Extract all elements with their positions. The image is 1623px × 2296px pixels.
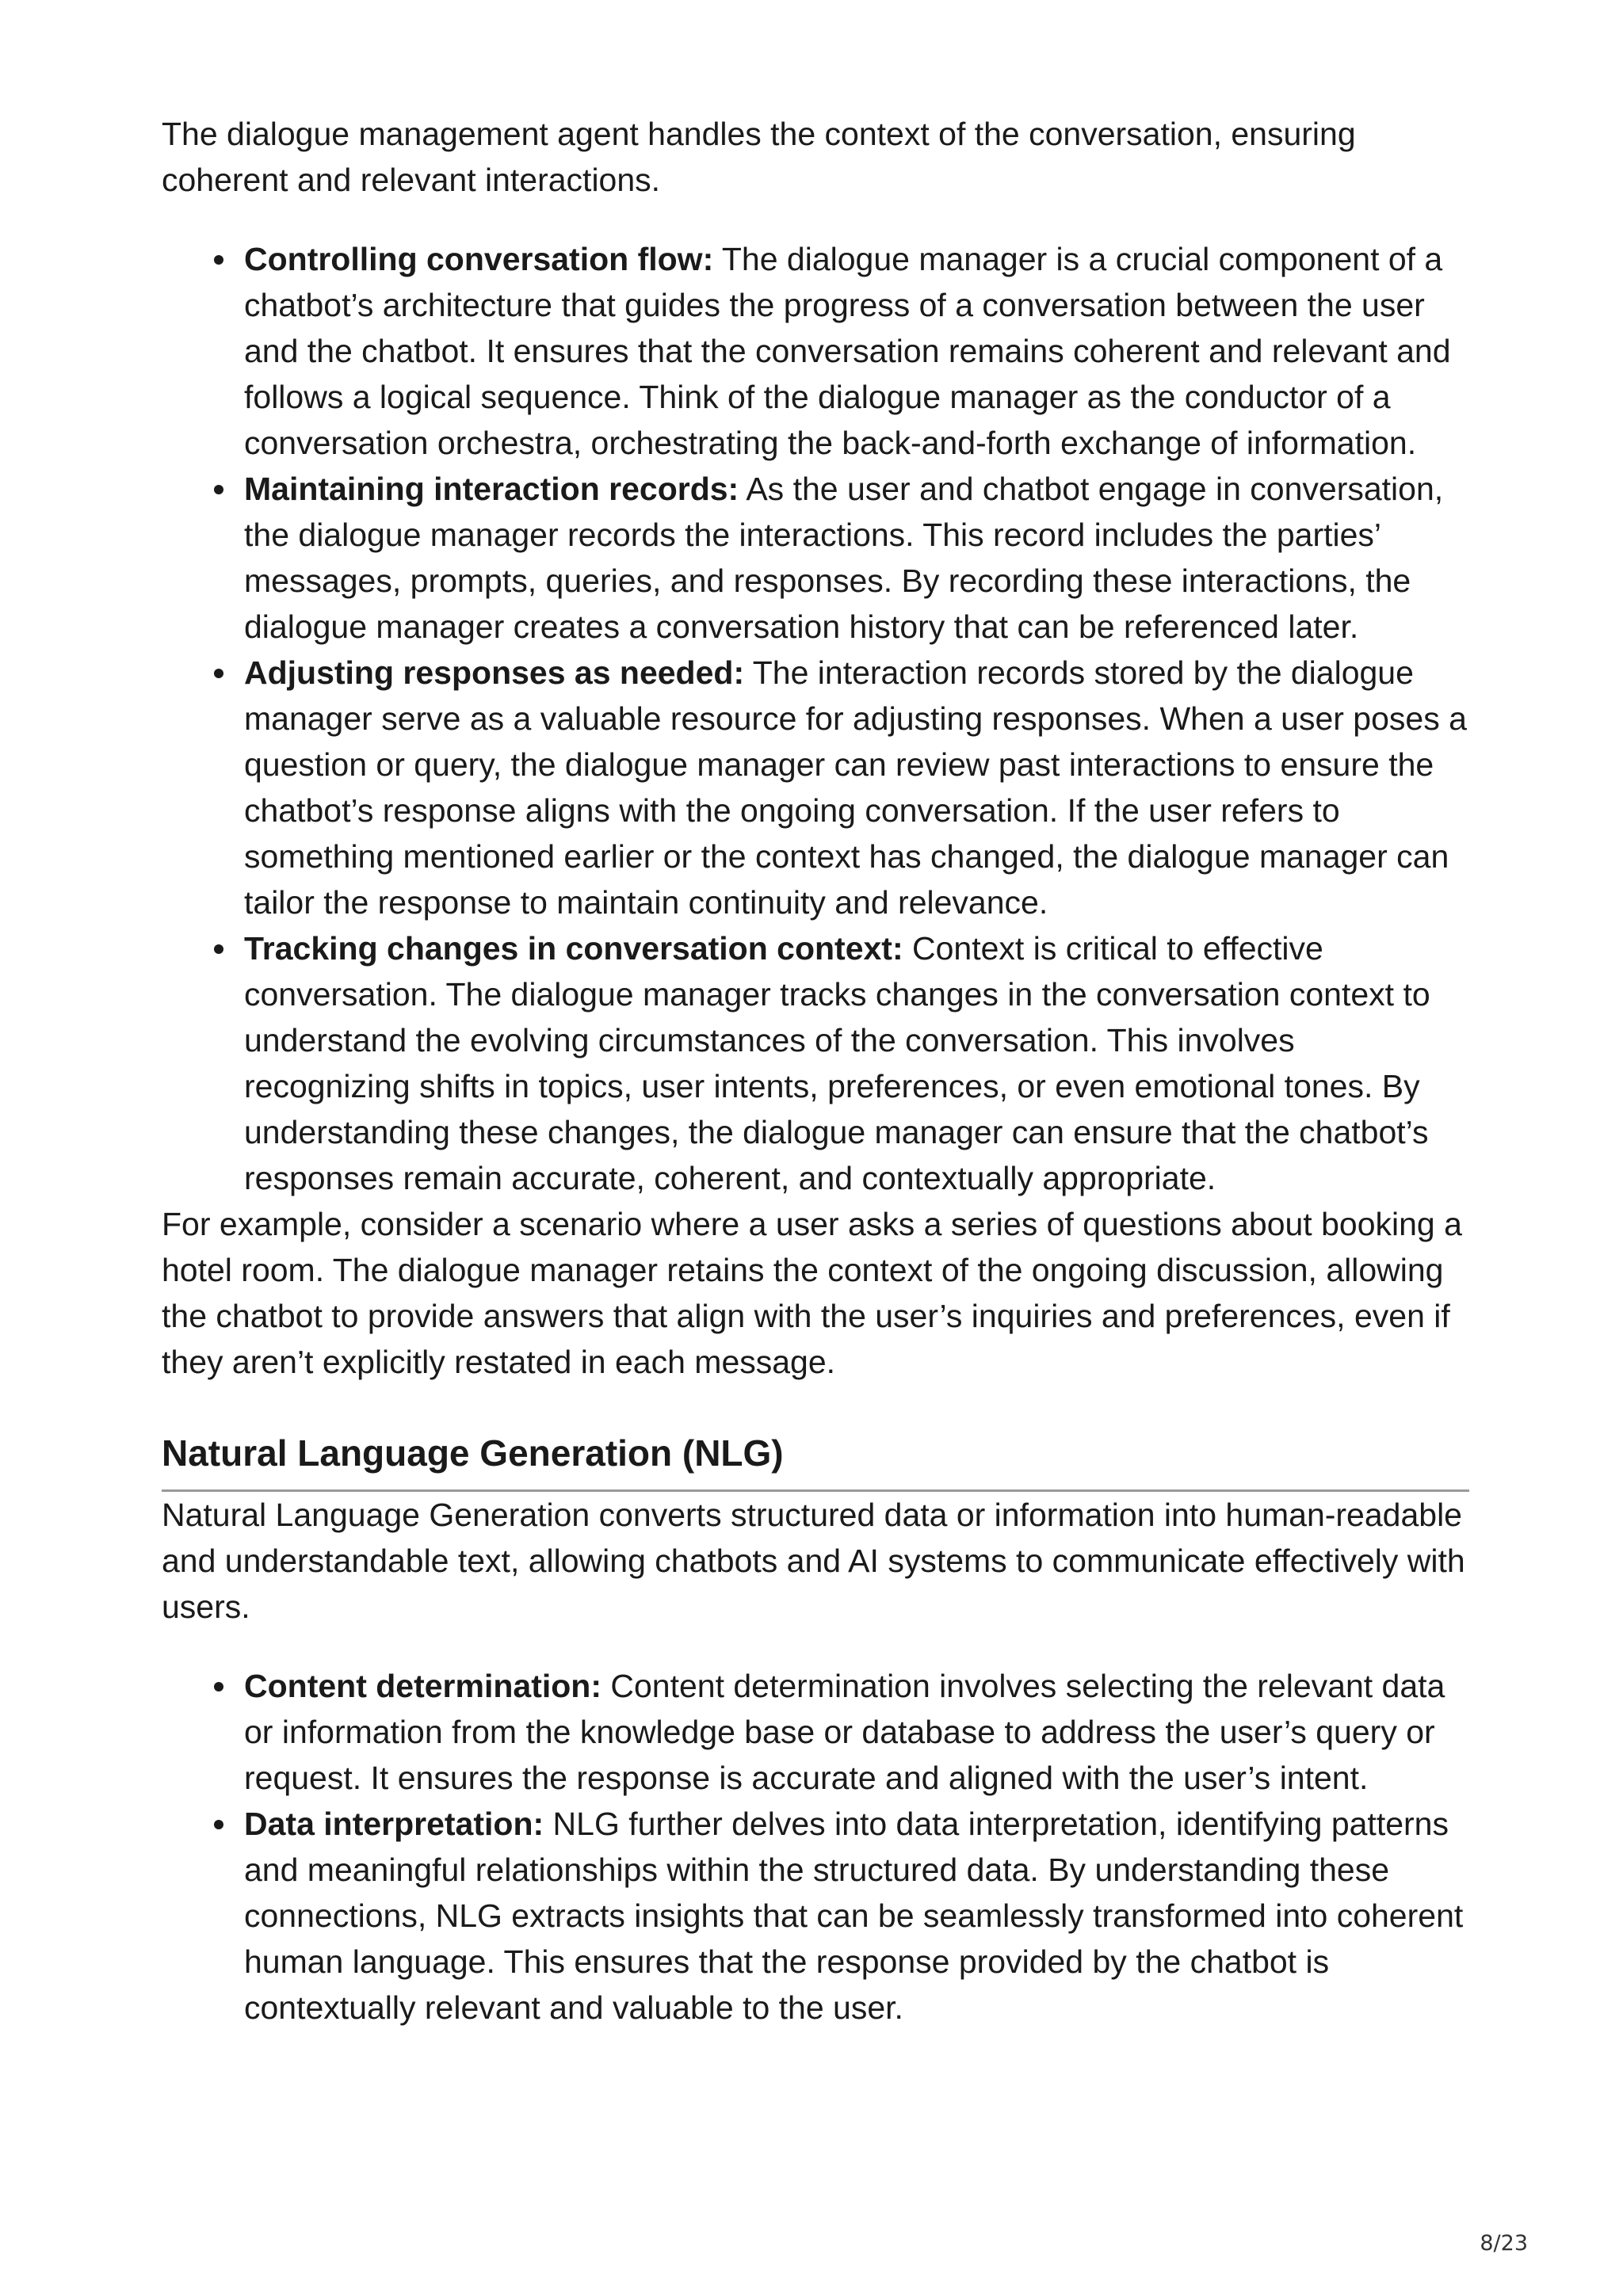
list-item <box>244 466 1469 650</box>
list-item <box>244 1663 1469 1801</box>
list-item-term: Controlling conversation flow: <box>244 241 714 277</box>
list-item-term: Tracking changes in conversation context: <box>244 930 903 967</box>
nlg-intro-paragraph: Natural Language Generation converts structured data or information into human-readable and understandable text, allowing chatbots and AI systems to communicate effectively with users. <box>162 1497 1465 1625</box>
bullet-dot-icon <box>214 1820 223 1829</box>
intro-paragraph: The dialogue management agent handles the context of the conversation, ensuring coherent and relevant interactions. <box>162 116 1356 198</box>
section-heading: Natural Language Generation (NLG) <box>162 1429 1469 1492</box>
list-item <box>244 1801 1469 2031</box>
list-item-term: Content determination: <box>244 1668 601 1704</box>
list-item <box>244 925 1469 1201</box>
document-page <box>162 111 1469 2031</box>
list-item-text: NLG further delves into data interpretation, identifying patterns and meaningful relationships within the structured data. By understanding these connections, NLG extracts insights that can be seamlessly transformed into coherent human language. This ensures that the response provided by the chatbot is contextually relevant and valuable to the user. <box>244 1806 1464 2026</box>
list-item-term: Adjusting responses as needed: <box>244 654 745 691</box>
nlg-list <box>162 1663 1469 2031</box>
list-item-text: Content determination involves selecting the relevant data or information from the knowledge base or database to address the user’s query or request. It ensures the response is accurate and aligned with the user’s intent. <box>244 1668 1445 1796</box>
bullet-dot-icon <box>214 485 223 494</box>
dialogue-manager-list <box>162 236 1469 1201</box>
bullet-dot-icon <box>214 669 223 678</box>
list-item-text: As the user and chatbot engage in conversation, the dialogue manager records the interactions. This record includes the parties’ messages, prompts, queries, and responses. By recording these interactions, the dialogue manager creates a conversation history that can be referenced later. <box>244 471 1444 645</box>
list-item-text: Context is critical to effective conversation. The dialogue manager tracks changes in the conversation context to understand the evolving circumstances of the conversation. This involves recognizing shifts in topics, user intents, preferences, or even emotional tones. By understanding these changes, the dialogue manager can ensure that the chatbot’s responses remain accurate, coherent, and contextually appropriate. <box>244 930 1430 1196</box>
bullet-dot-icon <box>214 255 223 265</box>
bullet-dot-icon <box>214 944 223 954</box>
list-item-text: The interaction records stored by the dialogue manager serve as a valuable resource for adjusting responses. When a user poses a question or query, the dialogue manager can review past interactions to ensure the chatbot’s response aligns with the ongoing conversation. If the user refers to something mentioned earlier or the context has changed, the dialogue manager can tailor the response to maintain continuity and relevance. <box>244 654 1467 921</box>
list-item <box>244 236 1469 466</box>
example-paragraph: For example, consider a scenario where a user asks a series of questions about booking a hotel room. The dialogue manager retains the context of the ongoing discussion, allowing the chatbot to provide answers that align with the user’s inquiries and preferences, even if they aren’t explicitly restated in each message. <box>162 1206 1462 1380</box>
list-item-term: Data interpretation: <box>244 1806 544 1842</box>
list-item-text: The dialogue manager is a crucial component of a chatbot’s architecture that guides the progress of a conversation between the user and the chatbot. It ensures that the conversation remains coherent and relevant and follows a logical sequence. Think of the dialogue manager as the conductor of a conversation orchestra, orchestrating the back-and-forth exchange of information. <box>244 241 1451 461</box>
bullet-dot-icon <box>214 1682 223 1691</box>
list-item-term: Maintaining interaction records: <box>244 471 739 507</box>
list-item <box>244 650 1469 925</box>
page-number: 8/23 <box>1480 2231 1528 2256</box>
